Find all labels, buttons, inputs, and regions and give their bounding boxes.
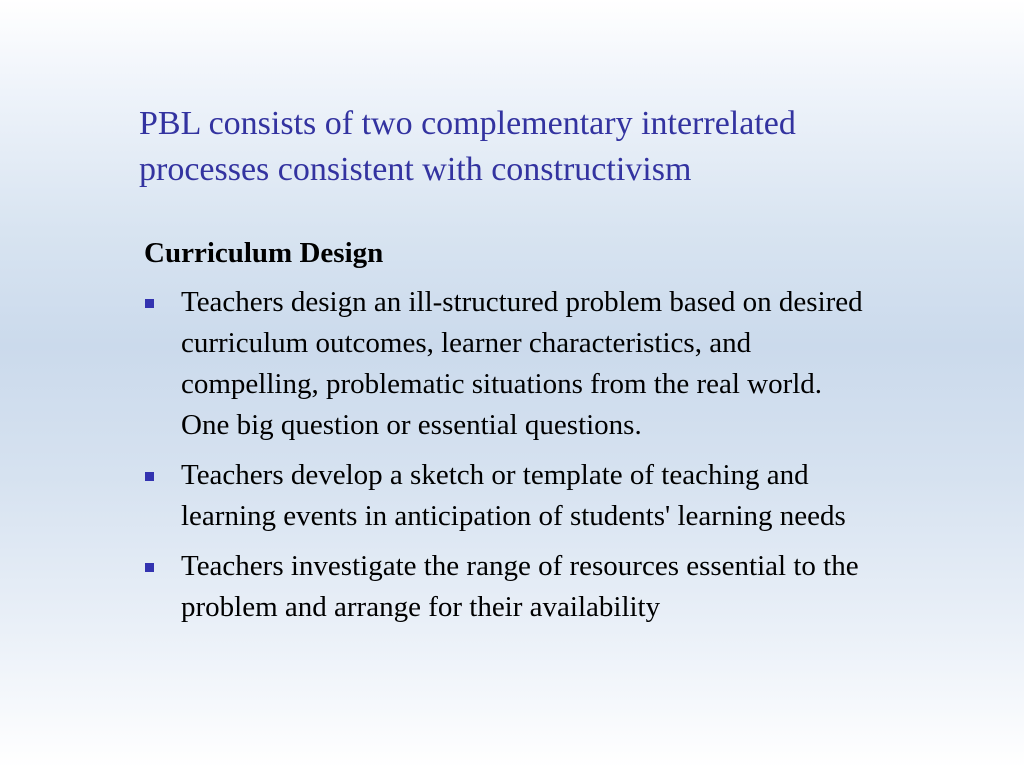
bullet-list [144,282,1004,628]
bullet-text [181,282,1004,446]
bullet-item [144,282,1004,446]
bullet-line: Teachers develop a sketch or template of teaching and [181,459,809,491]
bullet-line: curriculum outcomes, learner characteristics, and [181,327,752,359]
square-bullet-icon [145,472,154,481]
slide-title-line: PBL consists of two complementary interrelated [139,105,796,142]
slide-title-line: processes consistent with constructivism [139,151,692,188]
bullet-line: learning events in anticipation of students' learning needs [181,500,846,532]
bullet-line: One big question or essential questions. [181,409,642,441]
bullet-item [144,546,1004,628]
slide-title [139,101,979,193]
bullet-text [181,455,1004,537]
section-heading: Curriculum Design [144,237,384,269]
bullet-line: Teachers design an ill-structured problem based on desired [181,286,863,318]
square-bullet-icon [145,299,154,308]
bullet-line: problem and arrange for their availability [181,591,661,623]
bullet-line: compelling, problematic situations from the real world. [181,368,823,400]
bullet-text [181,546,1004,628]
slide-body [144,233,1004,637]
bullet-item [144,455,1004,537]
bullet-line: Teachers investigate the range of resources essential to the [181,550,859,582]
square-bullet-icon [145,563,154,572]
